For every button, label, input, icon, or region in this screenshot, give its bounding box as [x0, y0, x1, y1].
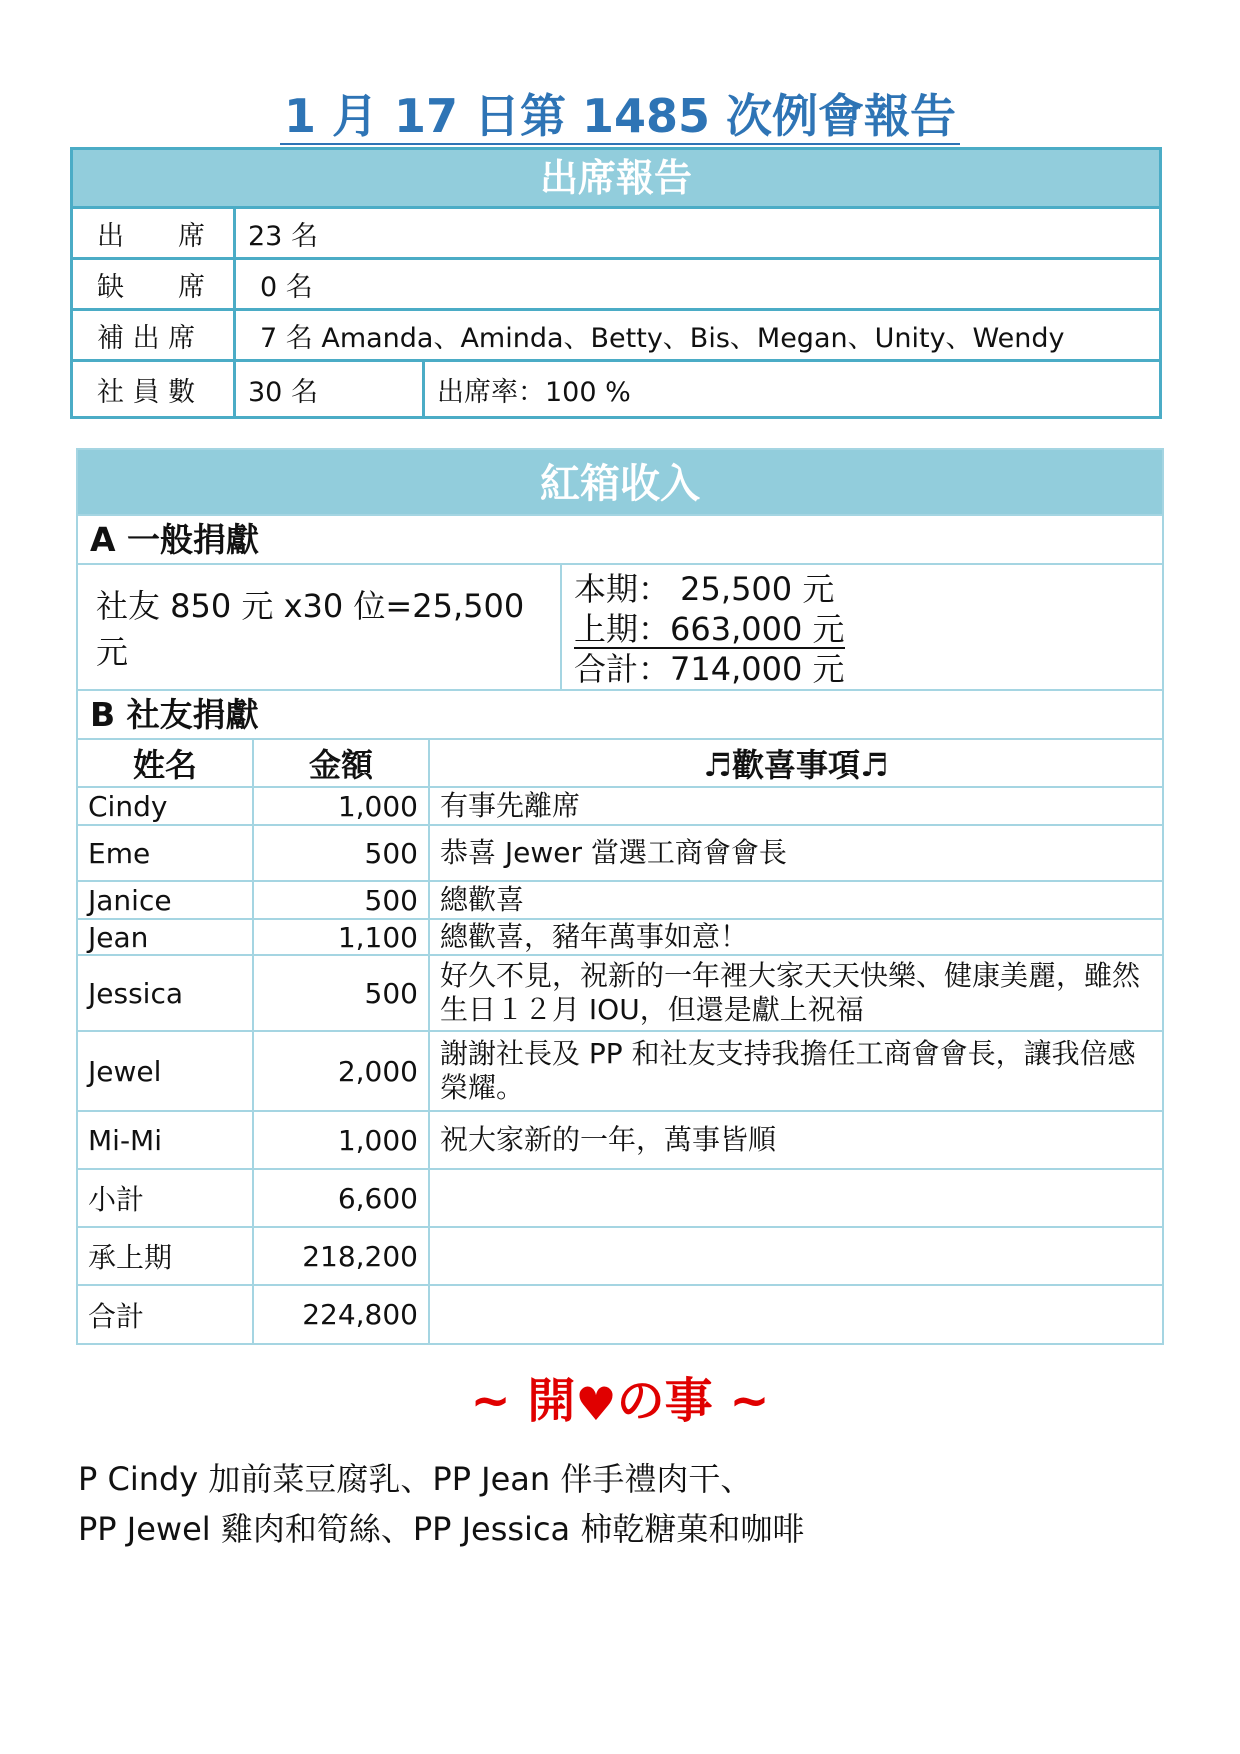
- happy-line-2: PP Jewel 雞肉和筍絲、PP Jessica 柿乾糖菓和咖啡: [78, 1510, 805, 1548]
- general-calc: 社友 850 元 x30 位=25,500 元: [78, 565, 562, 689]
- attendance-header: 出席報告: [73, 150, 1159, 209]
- total-label: 合計: [78, 1285, 253, 1343]
- table-row: [78, 919, 1162, 955]
- previous-label: 承上期: [78, 1227, 253, 1285]
- donor-message: 恭喜 Jewer 當選工商會會長: [429, 825, 1162, 881]
- table-row: [78, 1111, 1162, 1169]
- heart-icon: ♥: [575, 1377, 617, 1431]
- attendance-row-members: [73, 362, 1159, 416]
- happy-heading: [0, 1366, 1240, 1439]
- table-row: [78, 787, 1162, 825]
- happy-heading-prefix: ~ 開: [470, 1373, 576, 1429]
- table-row: [78, 955, 1162, 1031]
- column-header-name: 姓名: [78, 739, 253, 787]
- table-row: [78, 1285, 1162, 1343]
- donor-amount: 1,100: [253, 919, 429, 955]
- donation-table: [78, 738, 1162, 1343]
- donor-amount: 1,000: [253, 787, 429, 825]
- section-general: A 一般捐獻: [78, 514, 1162, 563]
- attendance-row-makeup: [73, 311, 1159, 362]
- row-value: 7 名 Amanda、Aminda、Betty、Bis、Megan、Unity、Wendy: [260, 322, 1065, 354]
- donor-name: Jessica: [78, 955, 253, 1031]
- donor-amount: 500: [253, 881, 429, 919]
- red-box-header: 紅箱收入: [78, 450, 1162, 514]
- row-label: 補 出 席: [73, 311, 236, 359]
- row-value: 23 名: [248, 220, 318, 252]
- donor-amount: 500: [253, 825, 429, 881]
- table-row: [78, 1031, 1162, 1111]
- table-row: [78, 825, 1162, 881]
- donor-name: Eme: [78, 825, 253, 881]
- table-row: [78, 1227, 1162, 1285]
- happy-line-1: P Cindy 加前菜豆腐乳、PP Jean 伴手禮肉干、: [78, 1460, 753, 1498]
- column-header-message: ♬歡喜事項♬: [429, 739, 1162, 787]
- attendance-table: [70, 147, 1162, 419]
- happy-body: [78, 1454, 804, 1554]
- attendance-row-present: [73, 209, 1159, 260]
- donor-message: 有事先離席: [429, 787, 1162, 825]
- members-count: 30 名: [236, 362, 425, 416]
- donor-amount: 2,000: [253, 1031, 429, 1111]
- donor-message: 好久不見，祝新的一年裡大家天天快樂、健康美麗，雖然生日１２月 IOU，但還是獻上祝福: [429, 955, 1162, 1031]
- page-title: 1 月 17 日第 1485 次例會報告: [0, 84, 1240, 148]
- subtotal-label: 小計: [78, 1169, 253, 1227]
- row-label: 缺 席: [73, 260, 236, 308]
- total-amount: 224,800: [253, 1285, 429, 1343]
- previous-period: 上期：663,000 元: [574, 610, 845, 648]
- column-header-amount: 金額: [253, 739, 429, 787]
- current-period: 本期： 25,500 元: [574, 570, 835, 608]
- attendance-row-absent: [73, 260, 1159, 311]
- donor-name: Mi-Mi: [78, 1111, 253, 1169]
- donor-name: Janice: [78, 881, 253, 919]
- happy-heading-suffix: の事 ~: [616, 1373, 770, 1429]
- previous-amount: 218,200: [253, 1227, 429, 1285]
- row-label: 社 員 數: [73, 362, 236, 416]
- donor-message: 謝謝社長及 PP 和社友支持我擔任工商會會長，讓我倍感榮耀。: [429, 1031, 1162, 1111]
- red-box-table: [76, 448, 1164, 1345]
- row-label: 出 席: [73, 209, 236, 257]
- subtotal-message: [429, 1169, 1162, 1227]
- general-total: 合計：714,000 元: [574, 650, 845, 688]
- donor-amount: 500: [253, 955, 429, 1031]
- total-message: [429, 1285, 1162, 1343]
- donor-message: 總歡喜，豬年萬事如意！: [429, 919, 1162, 955]
- table-row: [78, 881, 1162, 919]
- previous-message: [429, 1227, 1162, 1285]
- donor-message: 祝大家新的一年，萬事皆順: [429, 1111, 1162, 1169]
- donor-message: 總歡喜: [429, 881, 1162, 919]
- general-donation: [78, 563, 1162, 689]
- donor-amount: 1,000: [253, 1111, 429, 1169]
- subtotal-amount: 6,600: [253, 1169, 429, 1227]
- donor-name: Jean: [78, 919, 253, 955]
- section-member: B 社友捐獻: [78, 689, 1162, 738]
- table-header-row: [78, 739, 1162, 787]
- donor-name: Cindy: [78, 787, 253, 825]
- table-row: [78, 1169, 1162, 1227]
- row-value: 0 名: [260, 271, 313, 303]
- donor-name: Jewel: [78, 1031, 253, 1111]
- general-summary: [562, 565, 845, 689]
- attendance-rate: 出席率：100 %: [437, 376, 631, 408]
